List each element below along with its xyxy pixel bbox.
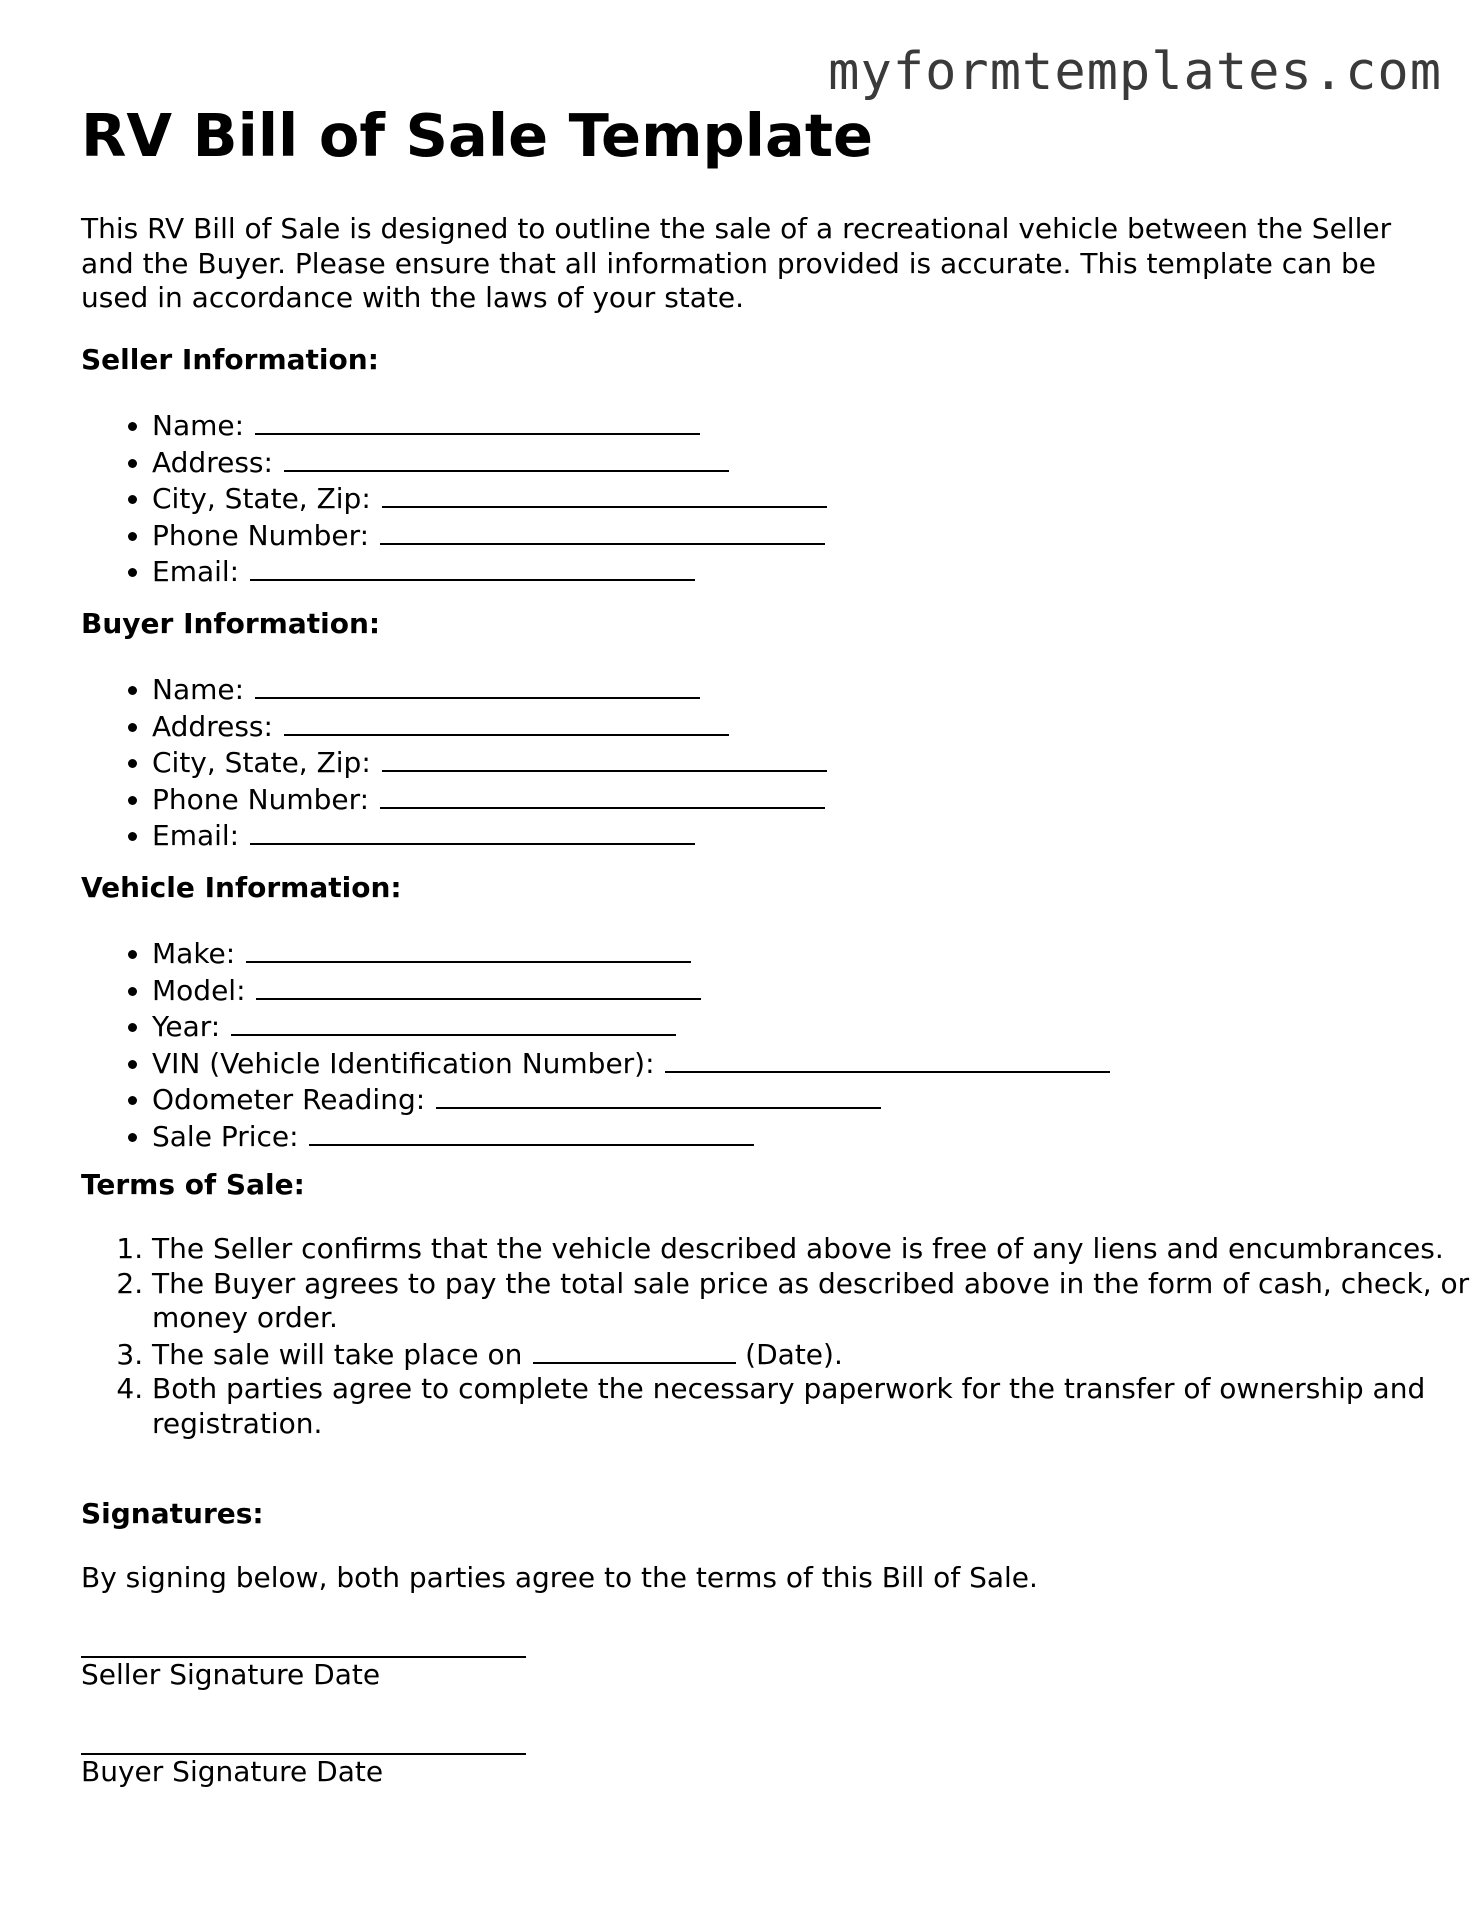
- seller-signature-label: Seller Signature Date: [81, 1658, 381, 1691]
- terms-list: [81, 1232, 1480, 1441]
- field-label: Address:: [152, 709, 273, 743]
- seller-heading: Seller Information:: [81, 343, 379, 376]
- page-title: RV Bill of Sale Template: [81, 101, 874, 170]
- seller-address-item: [152, 444, 827, 481]
- seller-name-blank[interactable]: [255, 407, 700, 435]
- vehicle-fields-list: [81, 935, 1110, 1154]
- field-label: Make:: [152, 937, 236, 970]
- field-label: Name:: [152, 409, 245, 442]
- field-label: Sale Price:: [152, 1119, 299, 1153]
- term-item: 1. The Seller confirms that the vehicle described above is free of any liens and encumbrances.: [152, 1232, 1480, 1267]
- vehicle-heading: Vehicle Information:: [81, 871, 402, 904]
- sale-date-blank[interactable]: [533, 1336, 736, 1364]
- field-label: City, State, Zip:: [152, 746, 371, 779]
- vehicle-year-blank[interactable]: [231, 1008, 676, 1036]
- buyer-address-item: [152, 708, 827, 745]
- field-label: Year:: [152, 1010, 221, 1043]
- field-label: Odometer Reading:: [152, 1083, 426, 1116]
- buyer-heading: Buyer Information:: [81, 607, 381, 640]
- vehicle-price-blank[interactable]: [309, 1118, 754, 1146]
- vehicle-vin-item: [152, 1045, 1110, 1082]
- field-label: Address:: [152, 445, 273, 479]
- buyer-phone-blank[interactable]: [380, 781, 825, 809]
- terms-heading: Terms of Sale:: [81, 1168, 305, 1201]
- seller-fields-list: [81, 407, 827, 590]
- term-text: The sale will take place on: [152, 1337, 523, 1371]
- vehicle-year-item: [152, 1008, 1110, 1045]
- buyer-address-blank[interactable]: [284, 708, 729, 736]
- field-label: Phone Number:: [152, 518, 370, 552]
- signature-statement: By signing below, both parties agree to the terms of this Bill of Sale.: [81, 1561, 1038, 1594]
- field-label: Model:: [152, 973, 246, 1007]
- buyer-name-item: [152, 671, 827, 708]
- field-label: VIN (Vehicle Identification Number):: [152, 1046, 655, 1080]
- seller-email-blank[interactable]: [250, 553, 695, 581]
- signatures-heading: Signatures:: [81, 1497, 264, 1530]
- vehicle-make-blank[interactable]: [246, 935, 691, 963]
- buyer-email-blank[interactable]: [250, 817, 695, 845]
- term-item: 2. The Buyer agrees to pay the total sale price as described above in the form of cash, check, or money order.: [152, 1267, 1480, 1336]
- field-label: Email:: [152, 555, 240, 588]
- buyer-signature-label: Buyer Signature Date: [81, 1755, 384, 1788]
- field-label: City, State, Zip:: [152, 482, 371, 515]
- seller-phone-blank[interactable]: [380, 517, 825, 545]
- buyer-fields-list: [81, 671, 827, 854]
- buyer-city-blank[interactable]: [382, 744, 827, 772]
- term-item: [152, 1336, 1480, 1373]
- seller-phone-item: [152, 517, 827, 554]
- vehicle-odometer-item: [152, 1081, 1110, 1118]
- vehicle-model-item: [152, 972, 1110, 1009]
- vehicle-vin-blank[interactable]: [665, 1045, 1110, 1073]
- field-label: Phone Number:: [152, 782, 370, 816]
- seller-email-item: [152, 553, 827, 590]
- buyer-city-item: [152, 744, 827, 781]
- vehicle-make-item: [152, 935, 1110, 972]
- seller-name-item: [152, 407, 827, 444]
- vehicle-model-blank[interactable]: [256, 972, 701, 1000]
- buyer-email-item: [152, 817, 827, 854]
- field-label: Name:: [152, 673, 245, 706]
- seller-city-blank[interactable]: [382, 480, 827, 508]
- buyer-phone-item: [152, 781, 827, 818]
- vehicle-price-item: [152, 1118, 1110, 1155]
- seller-city-item: [152, 480, 827, 517]
- seller-address-blank[interactable]: [284, 444, 729, 472]
- intro-paragraph: This RV Bill of Sale is designed to outline the sale of a recreational vehicle between the Seller and the Buyer. Please ensure that all information provided is accurate. This template can be used in accordance with the laws of your state.: [81, 212, 1392, 314]
- buyer-name-blank[interactable]: [255, 671, 700, 699]
- date-suffix: (Date).: [745, 1337, 843, 1371]
- field-label: Email:: [152, 819, 240, 852]
- watermark-url: myformtemplates.com: [828, 42, 1442, 102]
- term-item: 4. Both parties agree to complete the necessary paperwork for the transfer of ownership and registration.: [152, 1372, 1480, 1441]
- vehicle-odometer-blank[interactable]: [436, 1081, 881, 1109]
